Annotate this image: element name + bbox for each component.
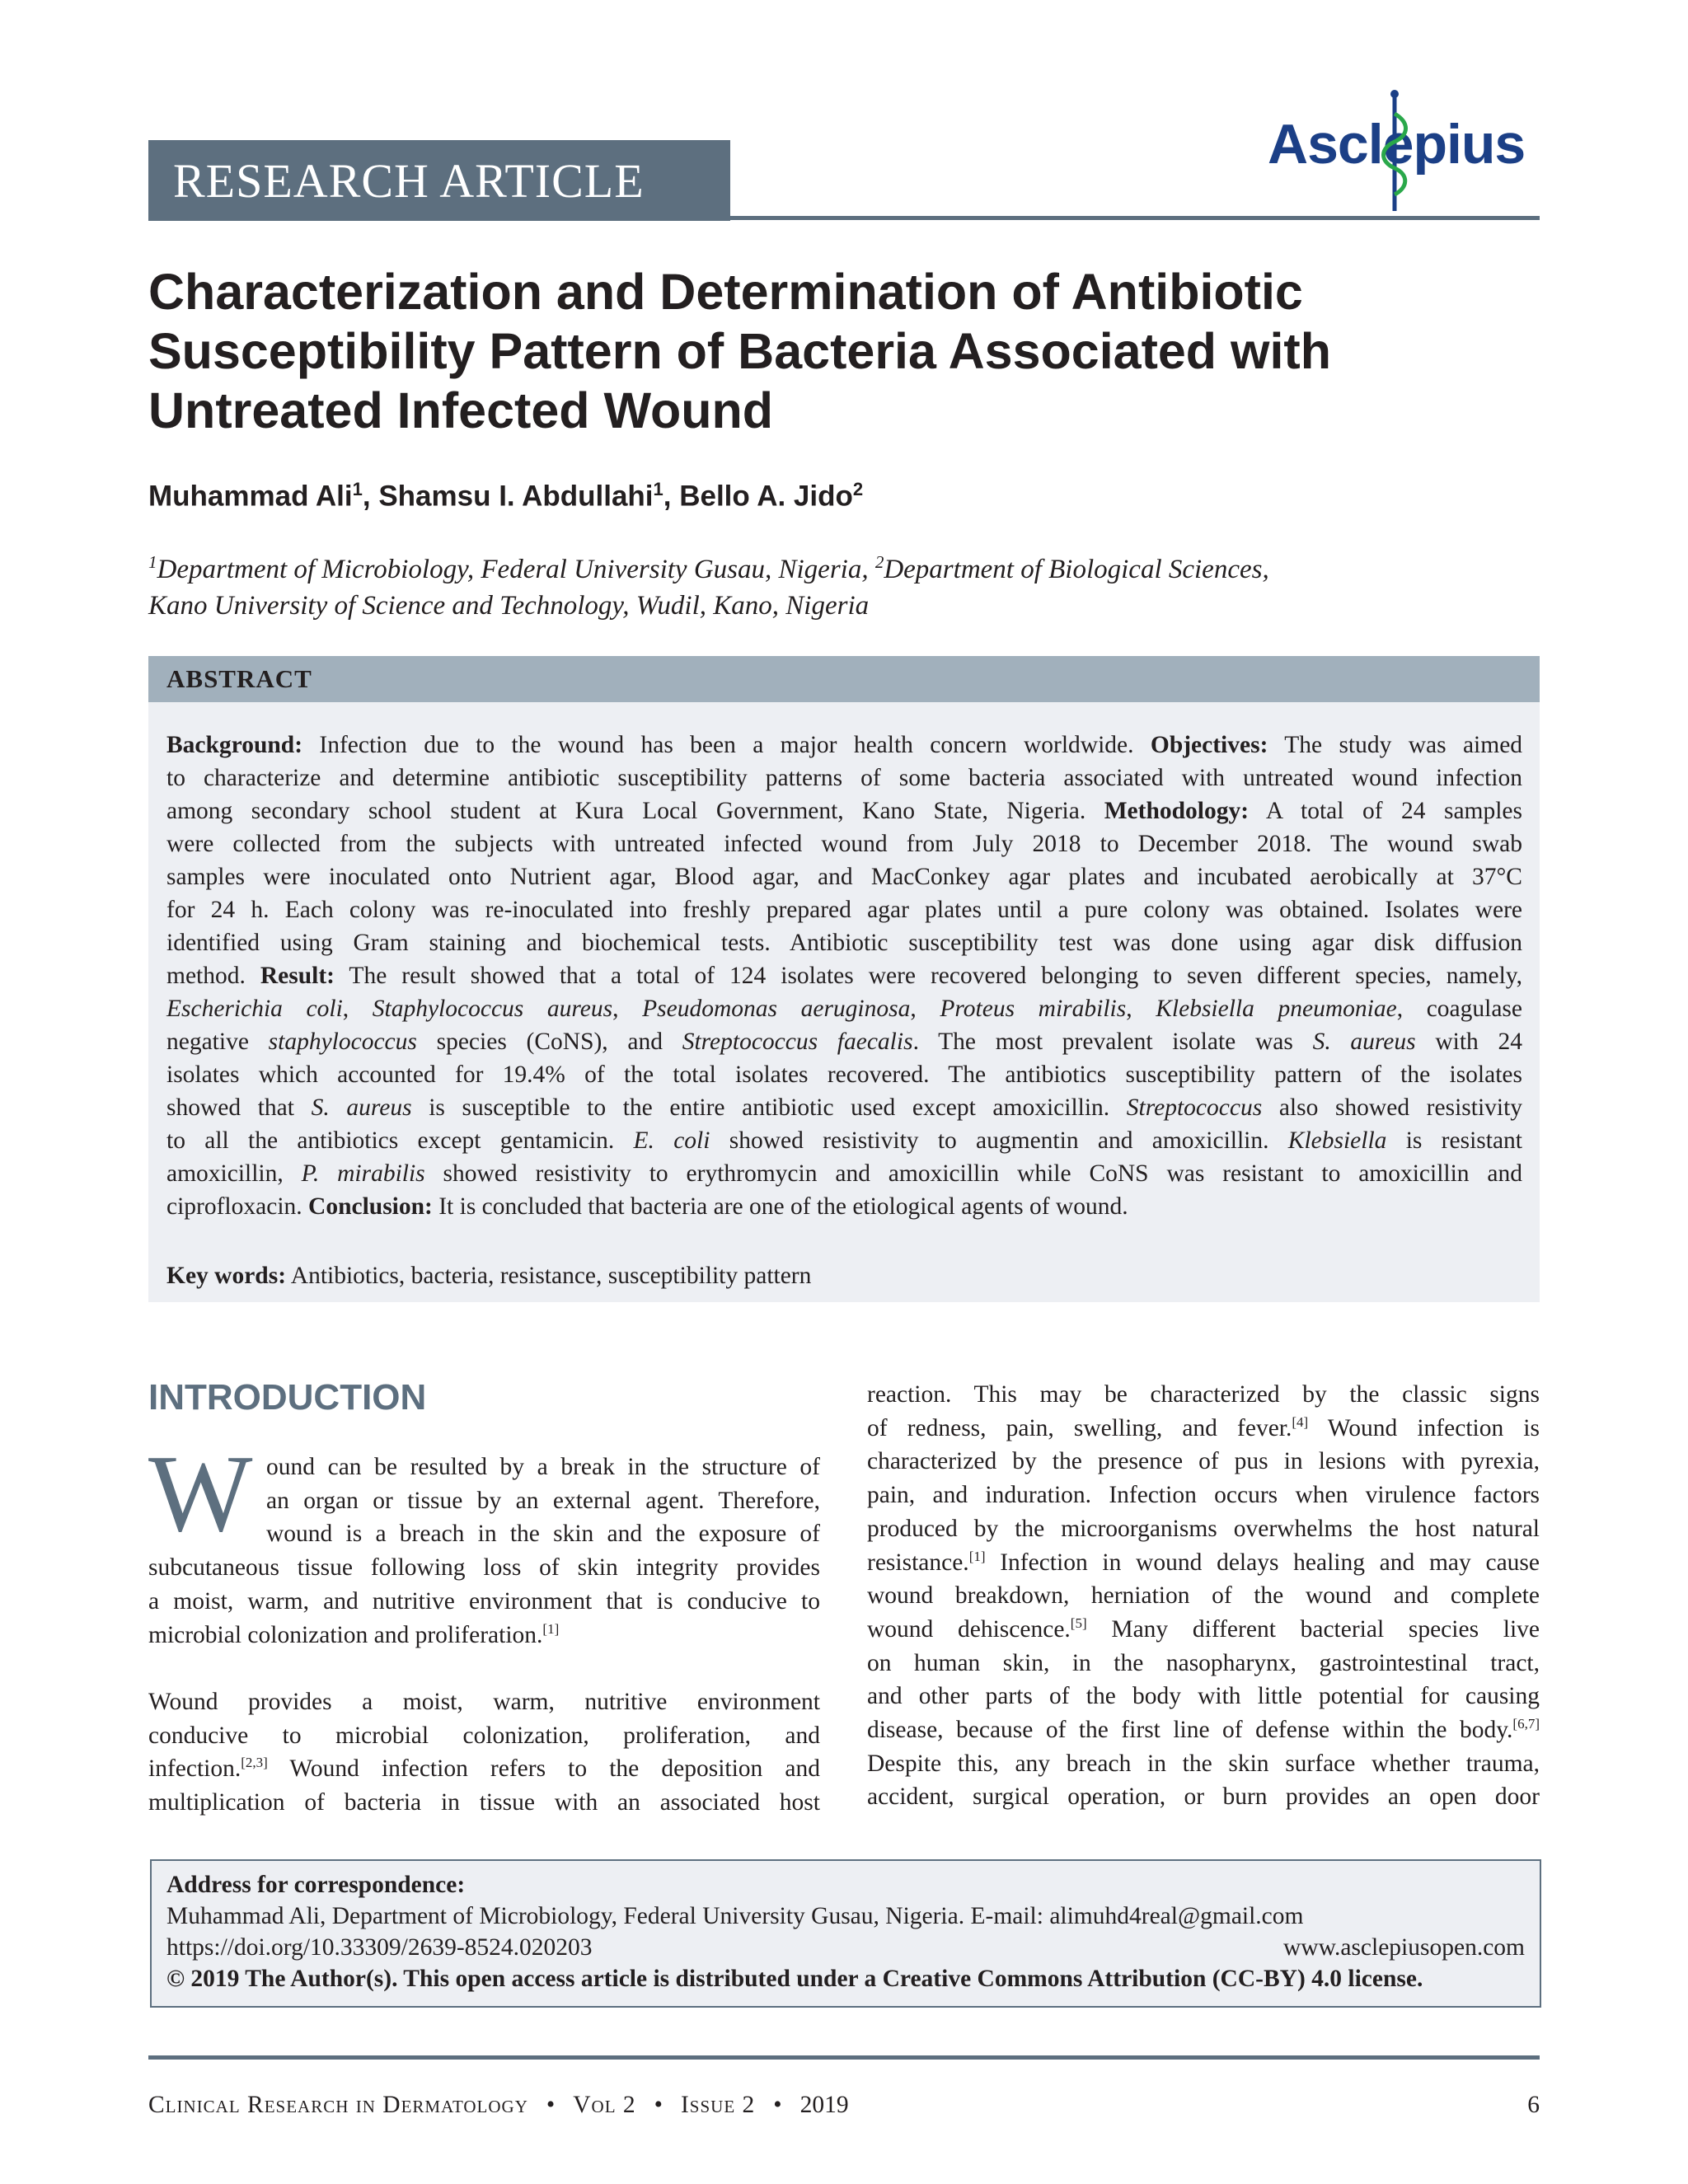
title-line: Characterization and Determination of Antibiotic <box>148 264 1303 320</box>
volume: Vol 2 <box>573 2092 636 2118</box>
intro-paragraph-1: ound can be resulted by a break in the structure of an organ or tissue by an external agent. Therefore, wound is a breach in the skin and the exposure of subcutaneous tissue following loss of skin integrity provides a moist, warm, and nutritive environment that is conducive to microbial colonization and proliferation.[1] <box>148 1454 820 1648</box>
intro-paragraph-2: Wound provides a moist, warm, nutritive environment conducive to microbial colonization, proliferation, and infection.[2,3] Wound infection refers to the deposition and multiplication of bacteria in tissue with an associated host <box>148 1689 820 1816</box>
year: 2019 <box>799 2092 849 2118</box>
title-line: Susceptibility Pattern of Bacteria Associated with <box>148 323 1331 379</box>
page-footer: Clinical Research in Dermatology • Vol 2 • Issue 2 • 2019 6 <box>148 2088 1540 2121</box>
abstract-body: Background: Infection due to the wound has been a major health concern worldwide. Objectives: The study was aimed to characterize and determine antibiotic susceptibility patterns of some bacteria associated with untreated wound infection among secondary school student at Kura Local Government, Kano State, Nigeria. Methodology: A total of 24 samples were collected from the subjects with untreated infected wound from July 2018 to December 2018. The wound swab samples were inoculated onto Nutrient agar, Blood agar, and MacConkey agar plates and incubated aerobically at 37°C for 24 h. Each colony was re-inoculated into freshly prepared agar plates until a pure colony was obtained. Isolates were identified using Gram staining and biochemical tests. Antibiotic susceptibility test was done using agar disk diffusion method. Result: The result showed that a total of 124 isolates were recovered belonging to seven different species, namely, Escherichia coli, Staphylococcus aureus, Pseudomonas aeruginosa, Proteus mirabilis, Klebsiella pneumoniae, coagulase negative staphylococcus species (CoNS), and Streptococcus faecalis. The most prevalent isolate was S. aureus with 24 isolates which accounted for 19.4% of the total isolates recovered. The antibiotics susceptibility pattern of the isolates showed that S. aureus is susceptible to the entire antibiotic used except amoxicillin. Streptococcus also showed resistivity to all the antibiotics except gentamicin. E. coli showed resistivity to augmentin and amoxicillin. Klebsiella is resistant amoxicillin, P. mirabilis showed resistivity to erythromycin and amoxicillin while CoNS was resistant to amoxicillin and ciprofloxacin. Conclusion: It is concluded that bacteria are one of the etiological agents of wound. <box>166 732 1523 1220</box>
title-line: Untreated Infected Wound <box>148 382 774 438</box>
caduceus-icon <box>1378 89 1411 213</box>
journal-name: Clinical Research in Dermatology <box>148 2092 528 2118</box>
correspondence <box>166 1869 1525 1994</box>
section-heading-introduction: INTRODUCTION <box>148 1377 427 1418</box>
page-number: 6 <box>1527 2092 1540 2118</box>
author-name: Shamsu I. Abdullahi <box>378 480 654 513</box>
logo-wordmark: Asclepius <box>1268 113 1526 176</box>
intro-paragraph-2-continued: reaction. This may be characterized by the classic signs of redness, pain, swelling, and fever.[4] Wound infection is characterized by the presence of pus in lesions with pyrexia, pain, and induration. Infection occurs when virulence factors produced by the microorganisms overwhelms the host natural resistance.[1] Infection in wound delays healing and may cause wound breakdown, herniation of the wound and complete wound dehiscence.[5] Many different bacterial species live on human skin, in the nasopharynx, gastrointestinal tract, and other parts of the body with little potential for causing disease, because of the first line of defense within the body.[6,7] Despite this, any breach in the skin surface whether trauma, accident, surgical operation, or burn provides an open door <box>867 1381 1540 1811</box>
abstract-header-bar <box>148 656 1540 702</box>
affiliations: $^1$Department of Microbiology, Federal University Gusau, Nigeria, $^2$Department of Biological Sciences, Kano University of Science and Technology, Wudil, Kano, Nigeria <box>148 552 1269 621</box>
author-name: Muhammad Ali <box>148 480 353 513</box>
keywords <box>166 1259 811 1292</box>
keywords-label: Key words: <box>166 1263 287 1289</box>
keywords-list: Antibiotics, bacteria, resistance, susceptibility pattern <box>290 1263 812 1289</box>
citation: [6,7] <box>1512 1716 1540 1732</box>
publisher-logo <box>1268 89 1531 213</box>
header-rule <box>148 216 1540 220</box>
citation: [5] <box>1070 1615 1087 1632</box>
article-type-label: RESEARCH ARTICLE <box>173 154 645 208</box>
drop-cap: W <box>148 1432 253 1554</box>
website-link[interactable]: www.asclepiusopen.com <box>1282 1934 1525 1961</box>
author-list: Muhammad Ali$^1$, Shamsu I. Abdullahi$^1$, Bello A. Jido$^2$ <box>148 479 864 513</box>
doi-link[interactable]: https://doi.org/10.33309/2639-8524.020203 <box>166 1934 593 1961</box>
correspondence-label: Address for correspondence: <box>166 1872 466 1898</box>
citation: [4] <box>1292 1413 1309 1430</box>
abstract-heading: ABSTRACT <box>166 664 312 693</box>
author-affiliation-mark: 2 <box>852 479 864 499</box>
author-affiliation-mark: 1 <box>653 479 663 499</box>
article-title <box>148 262 1550 440</box>
author-name: Bello A. Jido <box>679 480 853 513</box>
citation: [2,3] <box>241 1755 268 1771</box>
citation: [1] <box>968 1548 986 1564</box>
author-affiliation-mark: 1 <box>352 479 363 499</box>
issue: Issue 2 <box>680 2092 756 2118</box>
footer-rule <box>148 2055 1540 2060</box>
license-notice: © 2019 The Author(s). This open access article is distributed under a Creative Commons Attribution (CC-BY) 4.0 license. <box>166 1966 1423 1992</box>
citation: [1] <box>542 1620 560 1637</box>
correspondence-address: Muhammad Ali, Department of Microbiology, Federal University Gusau, Nigeria. E-mail: alimuhd4real@gmail.com <box>166 1903 1304 1929</box>
